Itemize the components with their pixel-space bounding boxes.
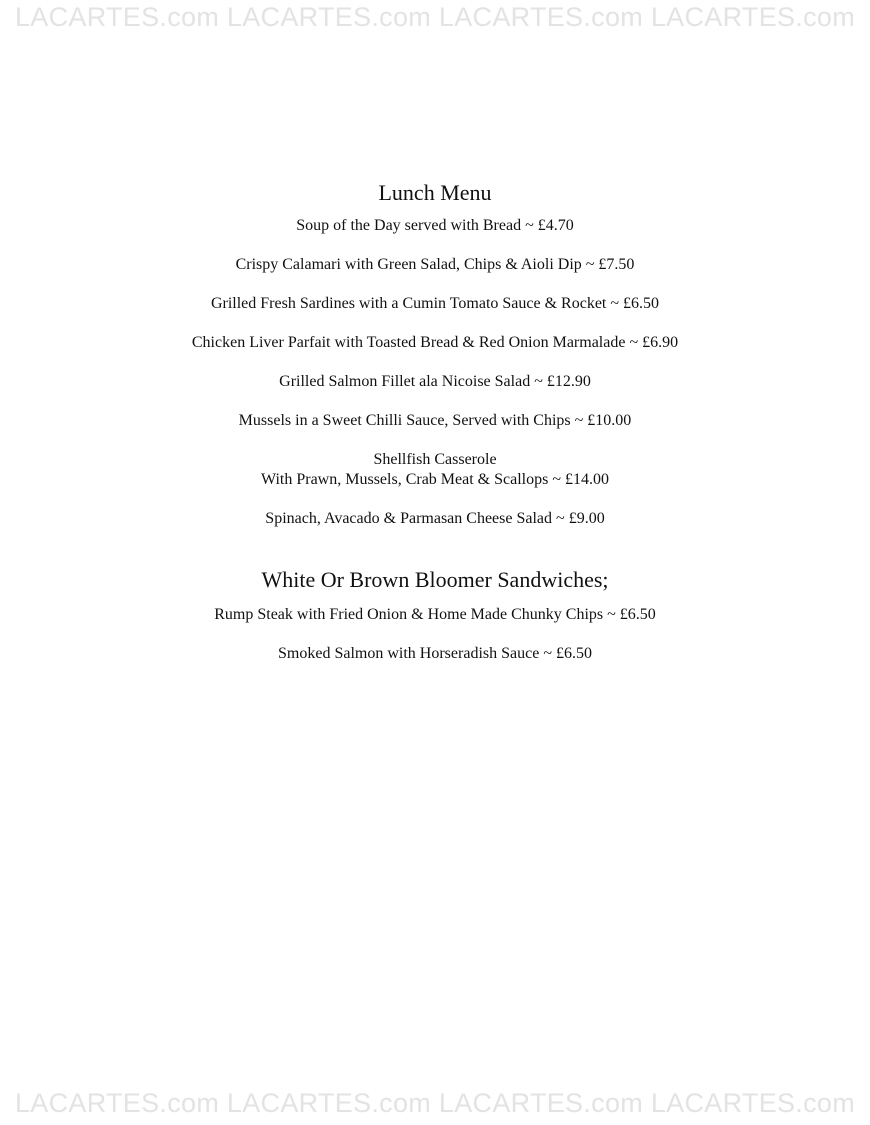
menu-page [0, 178, 870, 683]
menu-item [0, 644, 870, 664]
lunch-menu-list [0, 216, 870, 529]
menu-item [0, 509, 870, 529]
menu-item-text: Rump Steak with Fried Onion & Home Made Chunky Chips ~ £6.50 [214, 606, 656, 623]
menu-item [0, 372, 870, 392]
menu-item-text: Smoked Salmon with Horseradish Sauce ~ £6.50 [278, 645, 592, 662]
menu-item-text: Crispy Calamari with Green Salad, Chips & Aioli Dip ~ £7.50 [235, 256, 635, 273]
menu-item-text: Chicken Liver Parfait with Toasted Bread & Red Onion Marmalade ~ £6.90 [191, 334, 679, 351]
menu-item-text: Mussels in a Sweet Chilli Sauce, Served with Chips ~ £10.00 [238, 412, 632, 429]
menu-item [0, 216, 870, 236]
menu-item-name: Shellfish Casserole [373, 451, 497, 468]
menu-item-text: Grilled Fresh Sardines with a Cumin Tomato Sauce & Rocket ~ £6.50 [210, 295, 660, 312]
menu-item [0, 411, 870, 431]
menu-item-text: Soup of the Day served with Bread ~ £4.70 [296, 217, 574, 234]
menu-item-text: Spinach, Avacado & Parmasan Cheese Salad ~ £9.00 [265, 510, 605, 527]
sandwiches-list [0, 605, 870, 664]
menu-item-text: Grilled Salmon Fillet ala Nicoise Salad ~ £12.90 [279, 373, 591, 390]
menu-item [0, 255, 870, 275]
menu-item-description: With Prawn, Mussels, Crab Meat & Scallops ~ £14.00 [261, 471, 609, 488]
lunch-menu-title: Lunch Menu [378, 180, 492, 205]
watermark-top: LACARTES.com LACARTES.com LACARTES.com LACARTES.com [14, 2, 856, 32]
sandwiches-title: White Or Brown Bloomer Sandwiches; [261, 567, 609, 592]
watermark-bottom: LACARTES.com LACARTES.com LACARTES.com LACARTES.com [14, 1088, 856, 1118]
menu-item [0, 450, 870, 490]
menu-item [0, 605, 870, 625]
menu-item [0, 333, 870, 353]
menu-item [0, 294, 870, 314]
